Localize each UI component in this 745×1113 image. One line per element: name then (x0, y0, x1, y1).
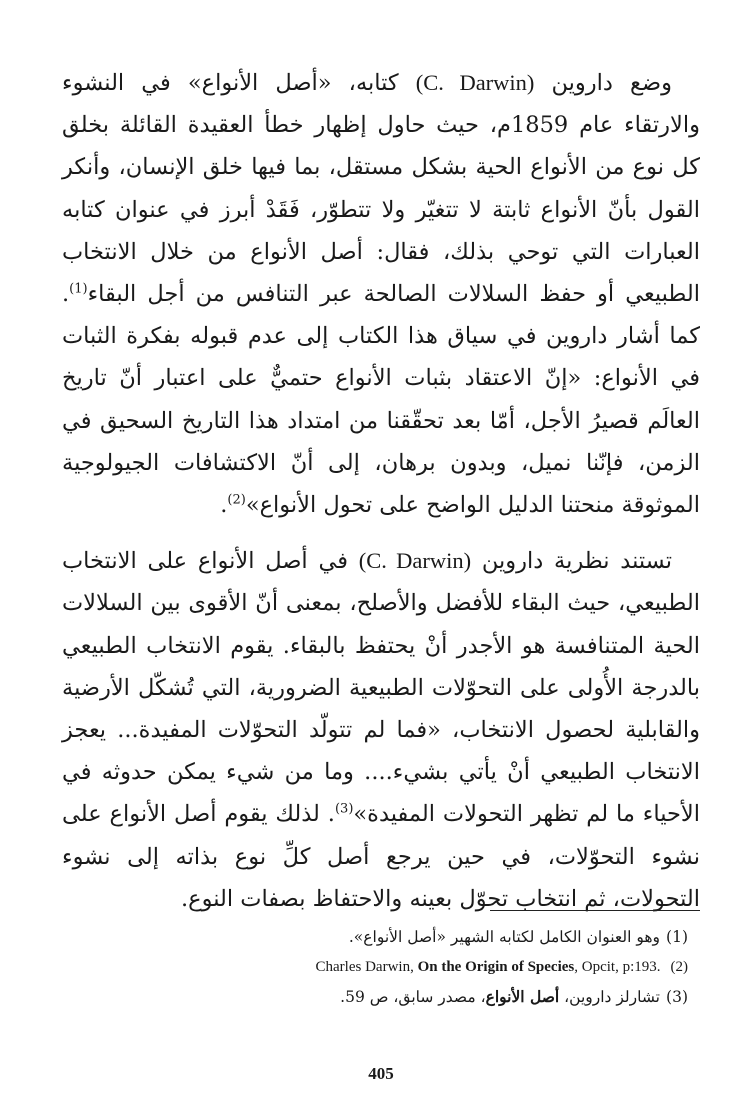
book-page (62, 62, 700, 1102)
footnotes (62, 922, 700, 1012)
p1-text-c: . كما أشار داروين في سياق هذا الكتاب إلى عدم قبوله بفكرة الثبات في الأنواع: «إنّ الاعتقاد بثبات الأنواع حتميٌّ على اعتبار أنّ تاريخ العالَم قصيرُ الأجل، أمّا بعد تحقّقنا من امتداد هذا التاريخ السحيق في الزمن، فإنّنا نميل، وبدون برهان، إلى أنّ الاكتشافات الجيولوجية الموثوقة منحتنا الدليل الواضح على تحول الأنواع» (62, 281, 700, 519)
p2-text-c: . لذلك يقوم أصل الأنواع على نشوء التحوّلات، في حين يرجع أصل كلِّ نوع بذاته إلى نشوء التحولات، ثم انتخاب تحوّل بعينه والاحتفاظ بصفات النوع. (62, 801, 700, 912)
p1-latin-name: (C. Darwin) (415, 70, 535, 95)
paragraph-natural-selection (62, 540, 700, 920)
p1-text-b: كتابه، «أصل الأنواع» في النشوء والارتقاء عام 1859م، حيث حاول إظهار خطأ العقيدة القائلة بخلق كل نوع من الأنواع الحية بشكل مستقل، بما فيها خلق الإنسان، وأنكر القول بأنّ الأنواع ثابتة لا تتغيّر ولا تتطوّر، فَقَدْ أبرز في عنوان كتابه العبارات التي توحي بذلك، فقال: أصل الأنواع من خلال الانتخاب الطبيعي أو حفظ السلالات الصالحة عبر التنافس من أجل البقاء (62, 70, 700, 308)
footnote-2-number: (2) (670, 959, 688, 975)
footnote-3 (62, 982, 700, 1012)
p2-text-b: في أصل الأنواع على الانتخاب الطبيعي، حيث البقاء للأفضل والأصلح، بمعنى أنّ الأقوى بين السلالات الحية المتنافسة هو الأجدر أنْ يحتفظ بالبقاء. يقوم الانتخاب الطبيعي بالدرجة الأُولى على التحوّلات الطبيعية الضرورية، التي تُشكّل الأرضية والقابلية لحصول الانتخاب، «فما لم تتولّد التحوّلات المفيدة... يعجز الانتخاب الطبيعي أنْ يأتي بشيء.... وما من شيء يمكن حدوثه في الأحياء ما لم تظهر التحولات المفيدة» (62, 548, 700, 828)
footnote-2 (62, 952, 700, 982)
p1-text-d: . (220, 492, 228, 519)
footnote-1-text: وهو العنوان الكامل لكتابه الشهير «أصل الأنواع». (348, 928, 660, 946)
paragraph-darwin-origin (62, 62, 700, 526)
footnote-3-title: أصل الأنواع (485, 987, 560, 1006)
p1-text-a: وضع داروين (534, 70, 672, 96)
footnote-3-number: (3) (666, 988, 688, 1006)
page-number: 405 (368, 1064, 394, 1083)
footnote-1-number: (1) (666, 928, 688, 946)
footnote-2-title: On the Origin of Species (417, 959, 575, 975)
footnote-2-citation: , Opcit, p:193. (574, 959, 661, 975)
footnote-divider (490, 910, 700, 911)
footnote-3-author: تشارلز داروين، (559, 988, 660, 1006)
p2-text-a: تستند نظرية داروين (471, 548, 672, 575)
footnote-1 (62, 922, 700, 952)
p2-latin-name: (C. Darwin) (358, 548, 472, 574)
footnote-ref-3: (3) (334, 801, 354, 817)
footnote-ref-2: (2) (227, 492, 246, 508)
footnote-3-citation: ، مصدر سابق، ص 59. (340, 988, 486, 1006)
footnote-2-author: Charles Darwin, (315, 959, 418, 975)
footnote-ref-1: (1) (69, 281, 88, 297)
